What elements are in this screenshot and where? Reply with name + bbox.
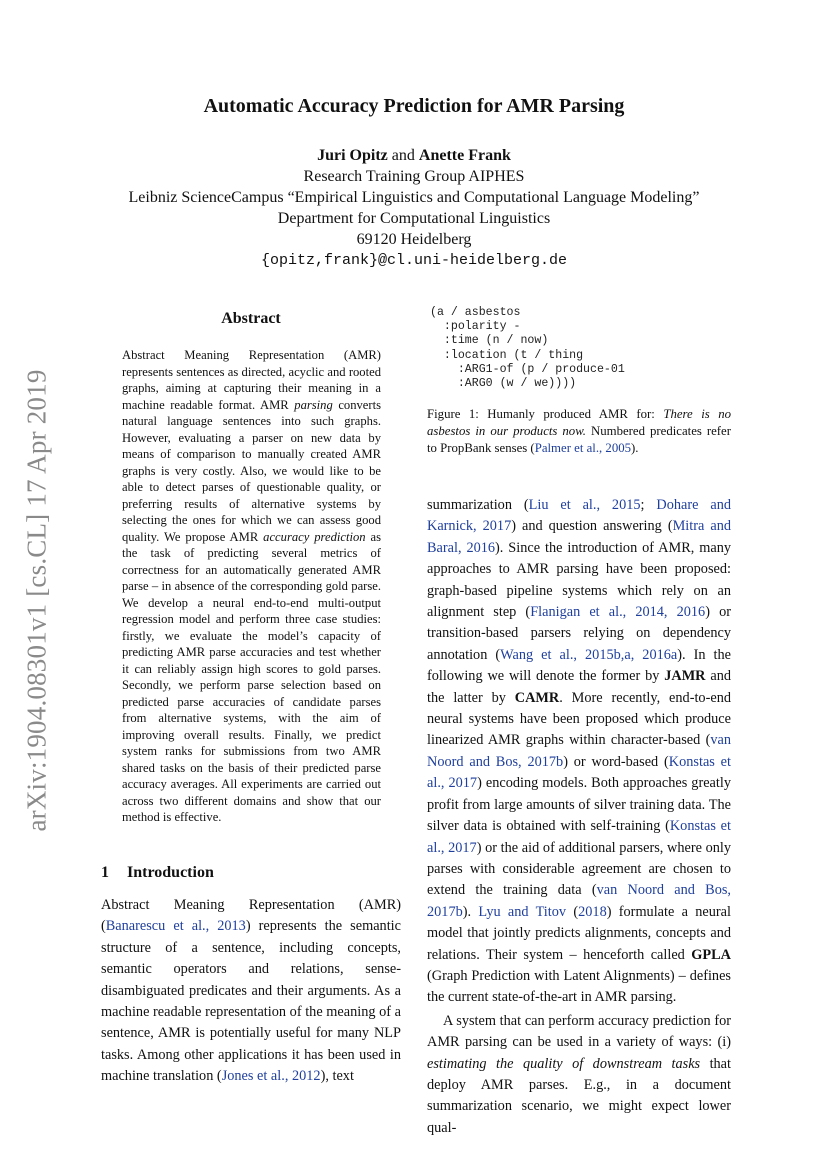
- text-run: A system that can perform accuracy prediction for AMR parsing can be used in a variety of ways: (i): [427, 1012, 731, 1051]
- amr-graph-code: (a / asbestos :polarity - :time (n / now) :location (t / thing :ARG1-of (p / produce-01 :ARG0 (w / we)))): [430, 306, 625, 391]
- text-run: ) encoding models. Both approaches greatly profit from large amounts of silver training data. The silver data is obtained with self-training (: [427, 775, 731, 835]
- text-run: (: [566, 903, 579, 920]
- abstract-text: converts natural language sentences into such graphs. However, evaluating a parser on new data by means of comparison to manually created AMR graphs is very costly. Also, we would like to be able to detect parses of questionable quality, or preferring results of alternative systems by selecting the ones for which we can assess good quality. We propose AMR: [122, 397, 381, 544]
- paragraph: [427, 1011, 731, 1139]
- arxiv-stamp-text: arXiv:1904.08301v1 [cs.CL] 17 Apr 2019: [21, 368, 52, 832]
- text-run: that deploy AMR parses. E.g., in a document summarization scenario, we might expect lower qual-: [427, 1055, 732, 1136]
- citation-link[interactable]: Mitra and Baral, 2016: [427, 518, 731, 556]
- text-run: ) represents the semantic structure of a sentence, including concepts, semantic operators and relations, sense-disambiguated predicates and their arguments. As a machine readable representation of the meaning of a sentence, AMR is potentially useful for many NLP tasks. Among other applications it has been used in machine translation (: [101, 918, 401, 1085]
- figure-1-caption: [427, 406, 731, 458]
- caption-text: Figure 1: Humanly produced AMR for:: [427, 407, 664, 421]
- author-conjunction: and: [387, 147, 419, 164]
- section-heading-introduction: [101, 864, 214, 882]
- caption-text: ).: [631, 441, 639, 456]
- abstract-emphasis: accuracy prediction: [263, 529, 366, 544]
- abstract-heading: Abstract: [221, 310, 281, 327]
- citation-link[interactable]: 2018: [578, 903, 607, 920]
- author-email: {opitz,frank}@cl.uni-heidelberg.de: [260, 252, 568, 269]
- caption-emphasis: There is no asbestos in our products now.: [427, 407, 731, 439]
- text-run: and the latter by: [427, 668, 732, 706]
- text-run: ) or word-based (: [563, 753, 669, 770]
- affiliation-line: Leibniz ScienceCampus “Empirical Linguistics and Computational Language Modeling”: [128, 189, 700, 206]
- affiliation-line: 69120 Heidelberg: [356, 231, 472, 248]
- citation-link[interactable]: Wang et al., 2015b,a, 2016a: [500, 646, 678, 663]
- text-run: ) or transition-based parsers relying on dependency annotation (: [427, 604, 731, 663]
- text-run: ) or the aid of additional parsers, where only parses with considerable agreement are chosen to extend the training data (: [427, 839, 732, 899]
- abstract-text: Abstract Meaning Representation (AMR) represents sentences as directed, acyclic and rooted graphs, aiming at capturing their meaning in a machine readable format. AMR: [122, 348, 381, 412]
- system-name-bold: JAMR: [664, 668, 706, 685]
- introduction-body: [101, 895, 401, 1088]
- text-run: ), text: [320, 1068, 354, 1085]
- author-1: Juri Opitz: [317, 147, 388, 164]
- citation-link[interactable]: Jones et al., 2012: [221, 1068, 321, 1085]
- citation-link[interactable]: Liu et al., 2015: [528, 497, 641, 513]
- section-number: 1: [101, 864, 109, 881]
- abstract-body: [122, 347, 381, 826]
- caption-text: Numbered predicates refer to PropBank senses (: [427, 424, 731, 456]
- paragraph: [101, 895, 401, 1088]
- text-run: (Graph Prediction with Latent Alignments) – defines the current state-of-the-art in AMR parsing.: [427, 967, 731, 1006]
- abstract-emphasis: parsing: [294, 397, 333, 412]
- author-names: [0, 145, 828, 166]
- citation-link[interactable]: Palmer et al., 2005: [534, 441, 632, 456]
- system-name-bold: CAMR: [514, 689, 560, 706]
- text-run: Abstract Meaning Representation (AMR) (: [101, 897, 401, 935]
- system-name-bold: GPLA: [691, 946, 731, 963]
- text-run: ).: [462, 903, 479, 920]
- text-run: ) and question answering (: [511, 518, 673, 535]
- citation-link[interactable]: Dohare and Karnick, 2017: [427, 497, 731, 535]
- citation-link[interactable]: van Noord and Bos, 2017b: [427, 732, 731, 770]
- text-run: ) formulate a neural model that jointly predicts alignments, concepts and relations. Their system – henceforth called: [427, 903, 731, 963]
- citation-link[interactable]: Lyu and Titov: [478, 903, 567, 920]
- text-run: ). In the following we will denote the former by: [427, 646, 732, 685]
- citation-link[interactable]: Banarescu et al., 2013: [105, 918, 246, 935]
- abstract-text: as the task of predicting several metrics of correctness for an automatically generated AMR parse – in absence of the corresponding gold parse. We develop a neural end-to-end multi-output regression model and perform three case studies: firstly, we evaluate the model’s capacity of predicting AMR parse accuracies and test whether it can reliably assign high scores to gold parses. Secondly, we perform parse selection based on predicted parse accuracies of candidate parses from alternative systems, with the aim of improving overall results. Finally, we predict system ranks for submissions from two AMR shared tasks on the basis of their predicted parse accuracy averages. All experiments are carried out across two different domains and show that our method is effective.: [122, 529, 381, 824]
- section-title: Introduction: [127, 864, 214, 881]
- author-2: Anette Frank: [418, 147, 511, 164]
- arxiv-stamp: [20, 340, 54, 860]
- citation-link[interactable]: Flanigan et al., 2014, 2016: [530, 604, 706, 621]
- paper-title: Automatic Accuracy Prediction for AMR Parsing: [203, 95, 625, 117]
- citation-link[interactable]: van Noord and Bos, 2017b: [427, 882, 731, 920]
- author-block: [0, 145, 828, 271]
- text-run: summarization (: [427, 497, 529, 513]
- text-run: ). Since the introduction of AMR, many approaches to AMR parsing have been proposed: graph-based pipeline systems which rely on an alignment step (: [427, 539, 731, 621]
- paragraph: [427, 495, 731, 1009]
- affiliation-line: Department for Computational Linguistics: [277, 210, 551, 227]
- citation-link[interactable]: Konstas et al., 2017: [427, 818, 731, 856]
- affiliation-line: Research Training Group AIPHES: [303, 168, 525, 185]
- right-column-body: [427, 495, 731, 1139]
- emphasis: estimating the quality of downstream tasks: [427, 1055, 701, 1072]
- text-run: ;: [640, 497, 657, 513]
- text-run: . More recently, end-to-end neural systems have been proposed which produce linearized AMR graphs within character-based (: [427, 689, 731, 749]
- citation-link[interactable]: Konstas et al., 2017: [427, 753, 731, 792]
